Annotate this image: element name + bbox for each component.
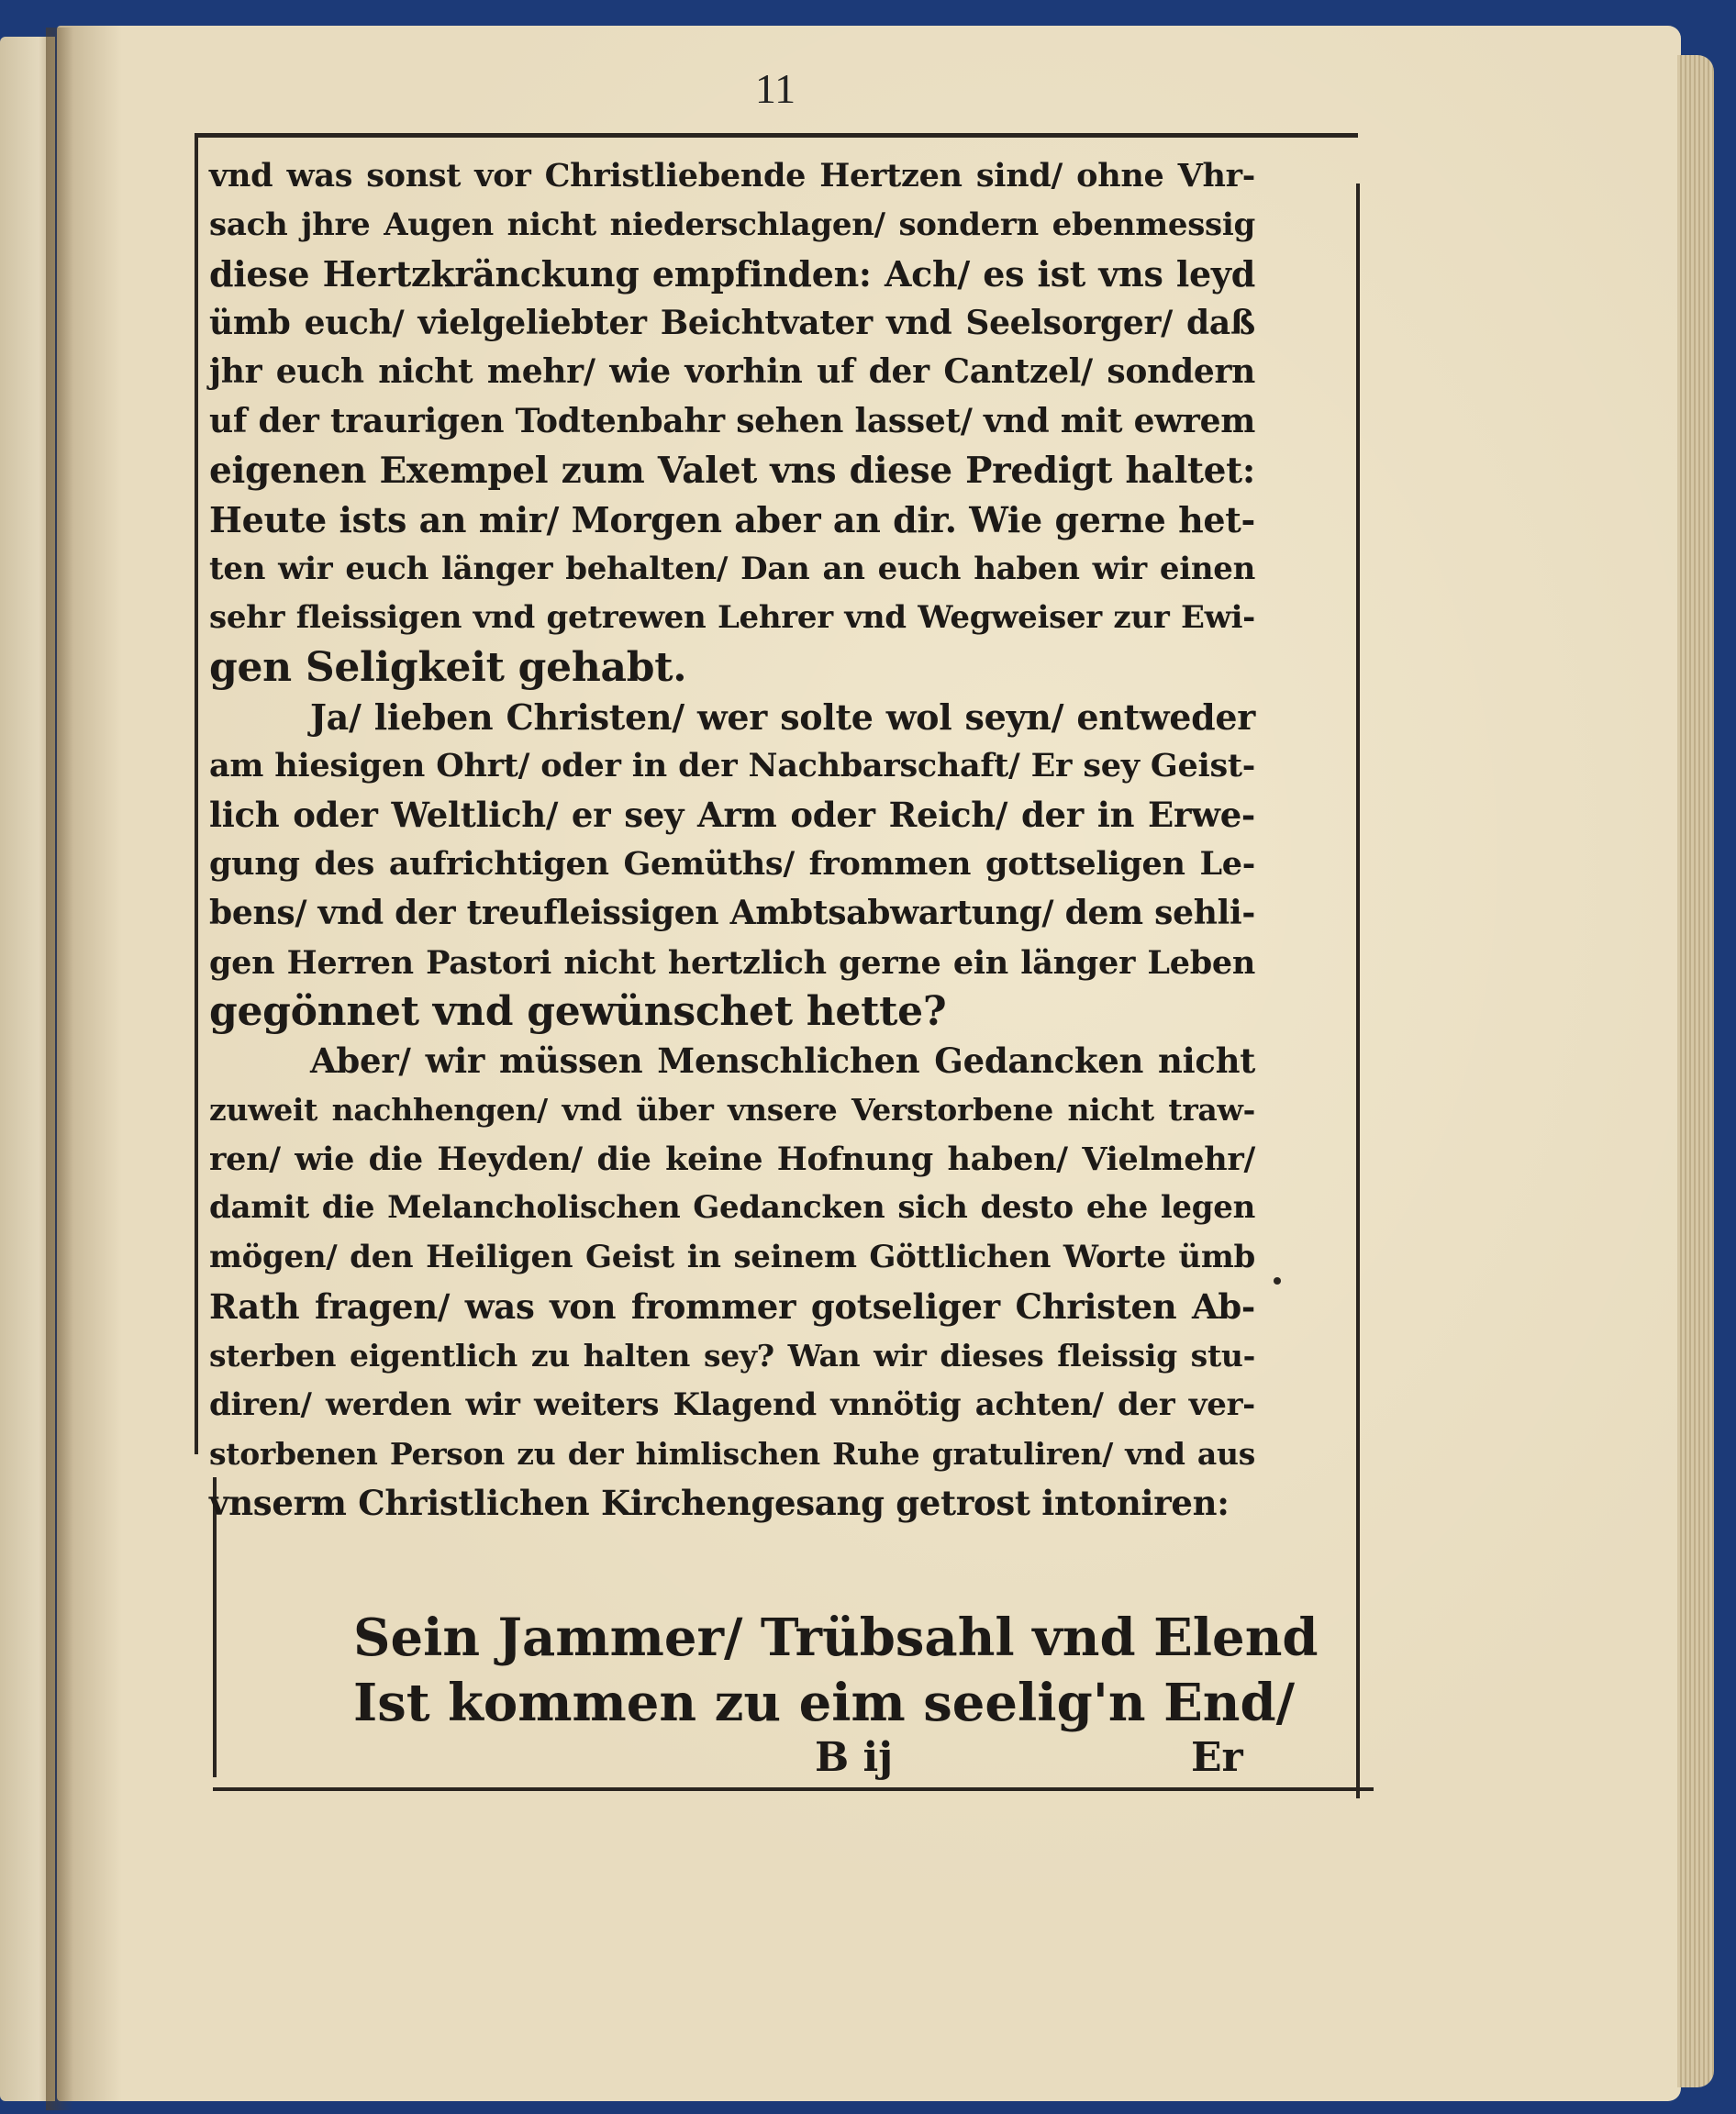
text-line: Rath fragen/ was von frommer gotseliger Christen Ab- (209, 1285, 1255, 1327)
catchword: Er (1191, 1734, 1243, 1781)
right-border-rule (1356, 184, 1360, 1798)
text-line: damit die Melancholischen Gedancken sich desto ehe legen (209, 1189, 1255, 1227)
text-line: lich oder Weltlich/ er sey Arm oder Reich/ der in Erwe- (209, 794, 1255, 835)
text-line: uf der traurigen Todtenbahr sehen lasset/ vnd mit ewrem (209, 401, 1255, 440)
text-line: vnd was sonst vor Christliebende Hertzen sind/ ohne Vhr- (209, 157, 1255, 195)
text-line: Aber/ wir müssen Menschlichen Gedancken nicht (310, 1040, 1255, 1081)
spine-shadow (46, 28, 73, 2110)
text-line: mögen/ den Heiligen Geist in seinem Göttlichen Worte ümb (209, 1239, 1255, 1276)
text-line: am hiesigen Ohrt/ oder in der Nachbarschaft/ Er sey Geist- (209, 747, 1255, 785)
hymn-verse-line: Ist kommen zu eim seelig'n End/ (353, 1673, 1296, 1733)
text-line: Ja/ lieben Christen/ wer solte wol seyn/ entweder (310, 695, 1255, 738)
top-rule (195, 133, 1358, 138)
text-line: diren/ werden wir weiters Klagend vnnötig achten/ der ver- (209, 1385, 1255, 1423)
hymn-verse-line: Sein Jammer/ Trübsahl vnd Elend (353, 1608, 1319, 1668)
text-line: diese Hertzkränckung empfinden: Ach/ es ist vns leyd (209, 253, 1255, 295)
text-line: sach jhre Augen nicht niederschlagen/ sondern ebenmessig (209, 206, 1255, 243)
text-line: gung des aufrichtigen Gemüths/ frommen gottseligen Le- (209, 845, 1255, 884)
bottom-rule (213, 1787, 1374, 1791)
margin-mark (1274, 1277, 1281, 1285)
left-border-rule (195, 133, 198, 1454)
text-line: ren/ wie die Heyden/ die keine Hofnung haben/ Vielmehr/ (209, 1140, 1255, 1178)
paragraph-3 (209, 1037, 1255, 1529)
left-border-rule-verse (213, 1675, 217, 1777)
text-line: sterben eigentlich zu halten sey? Wan wir dieses fleissig stu- (209, 1338, 1255, 1374)
text-line: gegönnet vnd gewünschet hette? (209, 988, 947, 1036)
paragraph-1 (209, 151, 1255, 693)
text-line: bens/ vnd der treufleissigen Ambtsabwartung/ dem sehli- (209, 893, 1255, 932)
signature-mark: B ij (815, 1734, 894, 1781)
paragraph-2 (209, 693, 1255, 1037)
text-line: gen Herren Pastori nicht hertzlich gerne ein länger Leben (209, 943, 1255, 982)
text-line: jhr euch nicht mehr/ wie vorhin uf der Cantzel/ sondern (209, 352, 1255, 392)
text-line: gen Seligkeit gehabt. (209, 643, 687, 691)
text-line: ten wir euch länger behalten/ Dan an euch haben wir einen (209, 550, 1255, 587)
text-line: zuweit nachhengen/ vnd über vnsere Verstorbene nicht traw- (209, 1092, 1255, 1129)
text-line: eigenen Exempel zum Valet vns diese Predigt haltet: (209, 449, 1255, 492)
page-number: 11 (754, 65, 796, 112)
page-edges (1677, 55, 1714, 2087)
text-line: ümb euch/ vielgeliebter Beichtvater vnd Seelsorger/ daß (209, 303, 1255, 342)
text-line: sehr fleissigen vnd getrewen Lehrer vnd Wegweiser zur Ewi- (209, 599, 1255, 637)
text-line: Heute ists an mir/ Morgen aber an dir. Wie gerne het- (209, 499, 1255, 541)
text-line: storbenen Person zu der himlischen Ruhe gratuliren/ vnd aus (209, 1436, 1255, 1473)
text-line: vnserm Christlichen Kirchengesang getrost intoniren: (209, 1483, 1230, 1524)
body-text (209, 151, 1255, 1529)
